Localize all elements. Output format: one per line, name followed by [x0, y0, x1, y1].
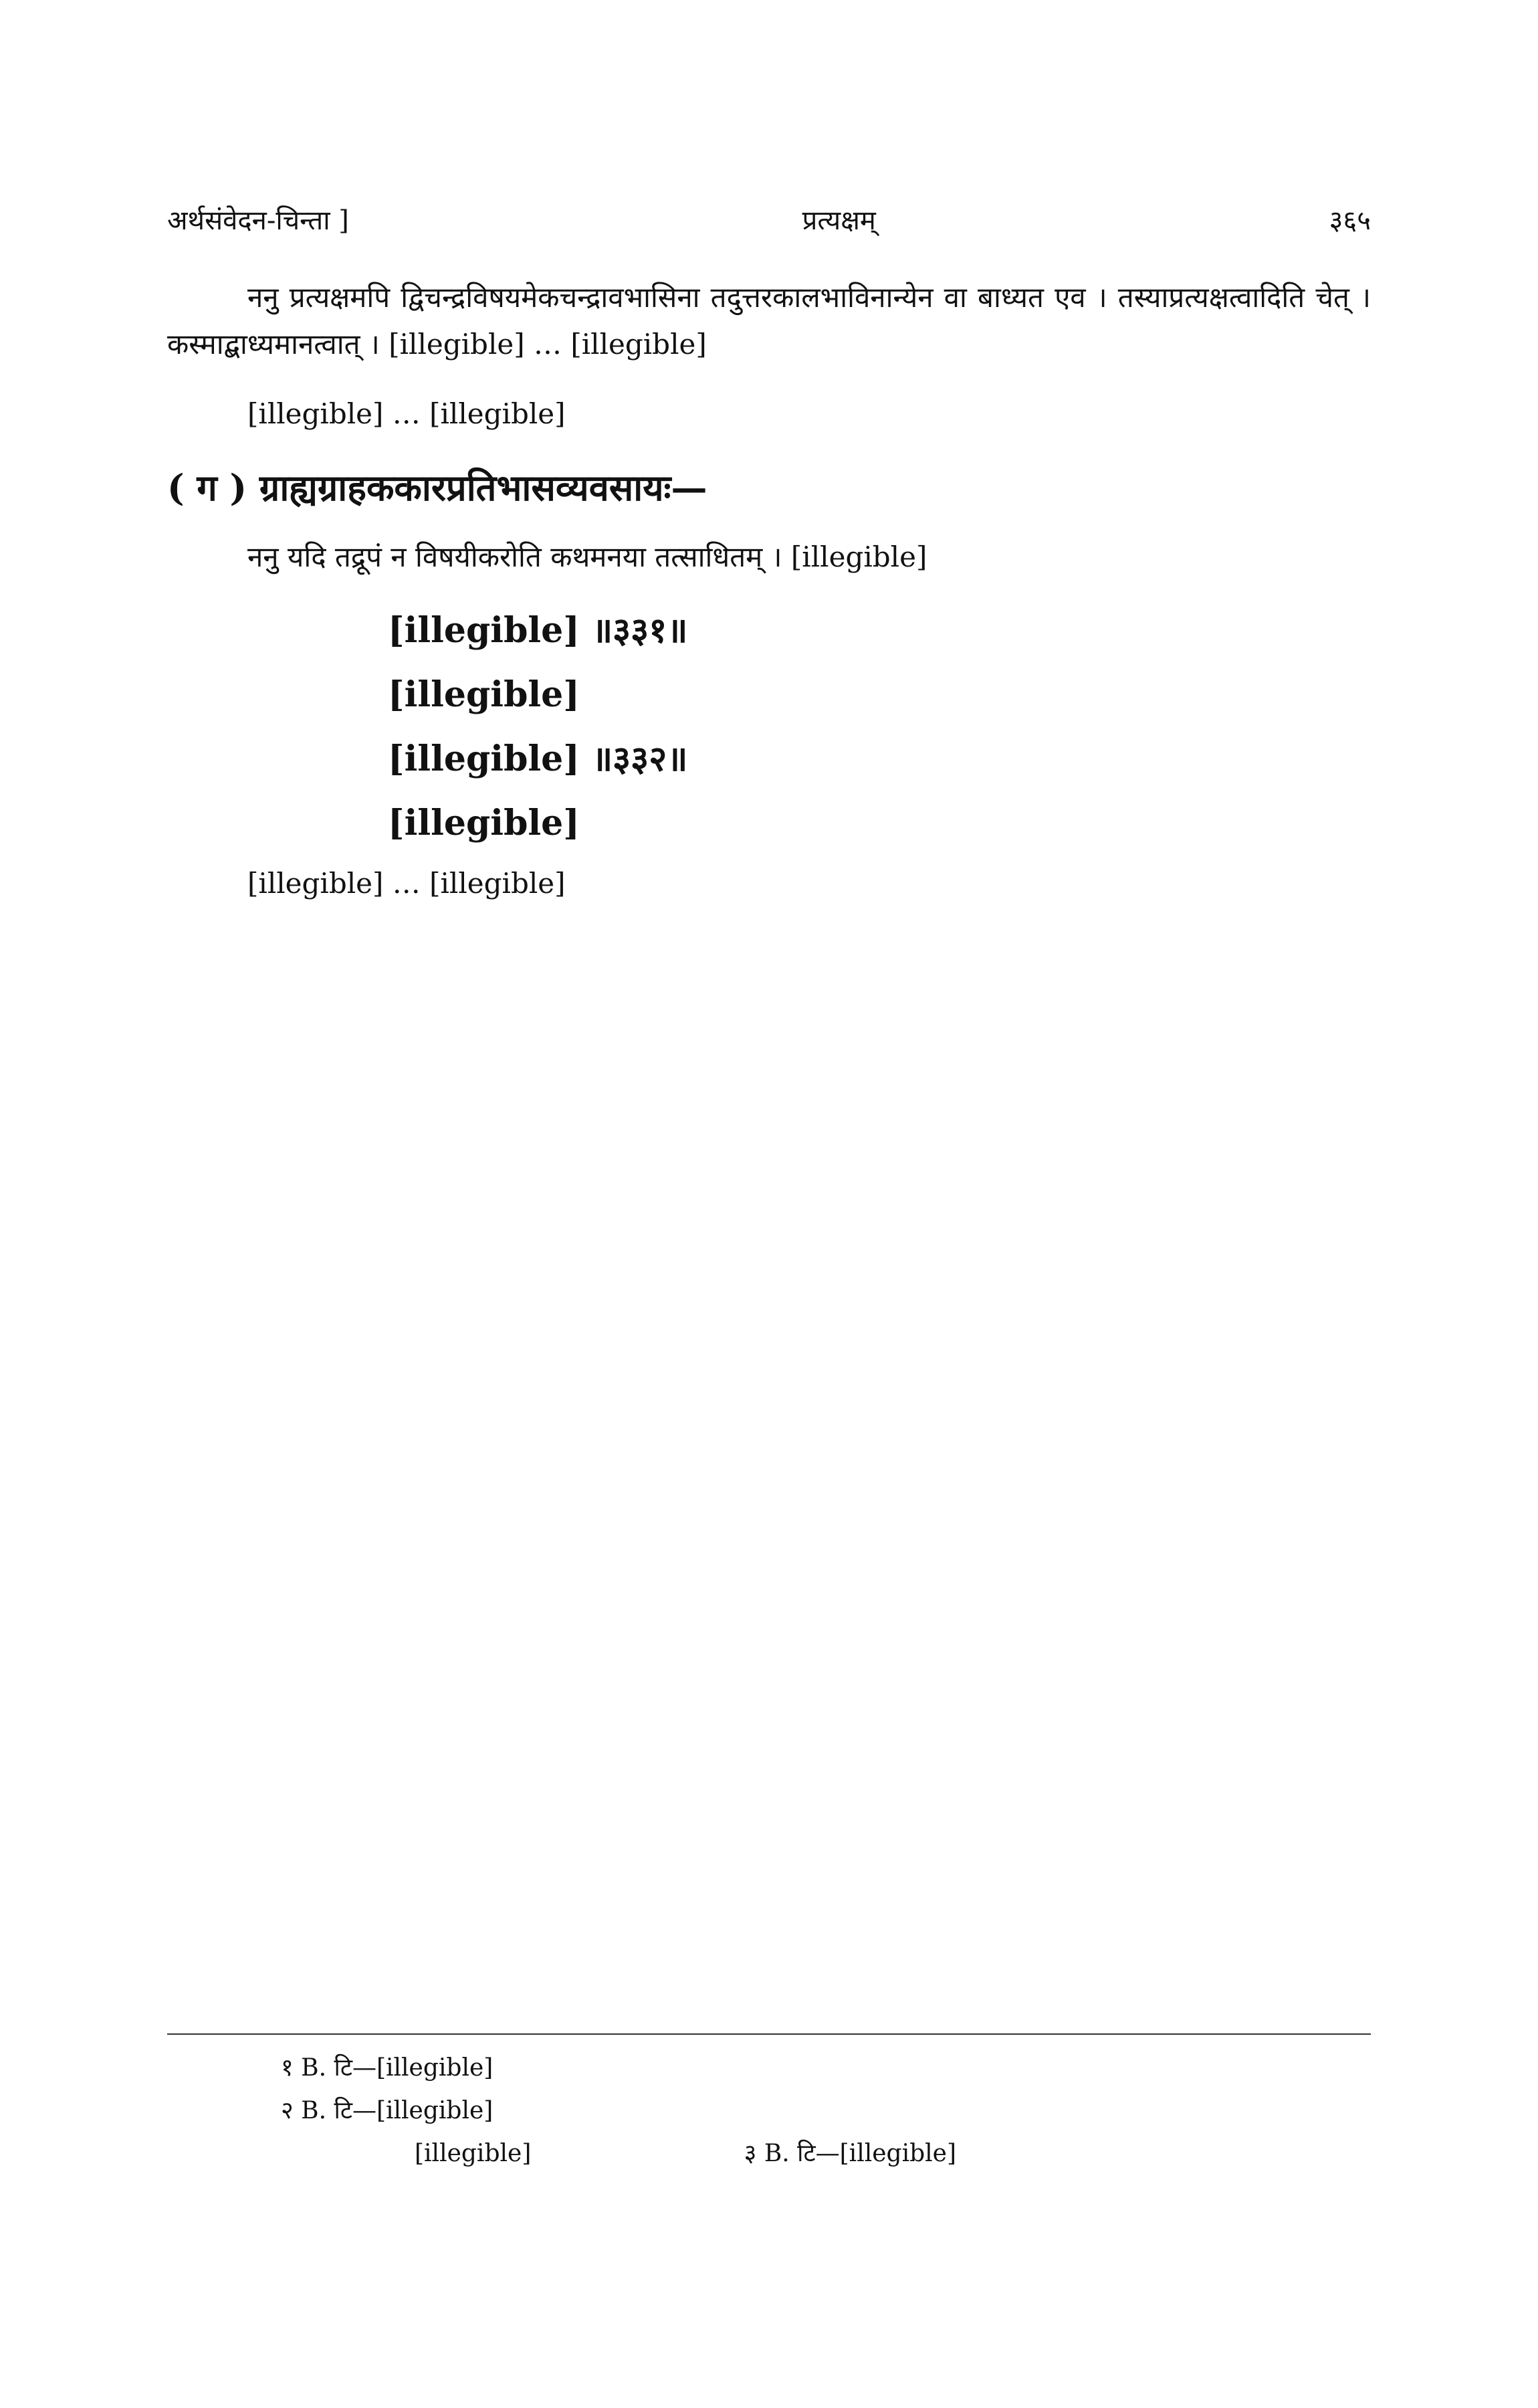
footnote-line — [167, 2132, 1371, 2175]
footnote: २ B. टि—[illegible] — [281, 2097, 493, 2124]
page-number: ३६५ — [1329, 205, 1371, 236]
commentary-paragraph: [illegible] … [illegible] — [247, 867, 566, 900]
verse-line: [illegible] — [388, 674, 580, 715]
running-header — [167, 201, 1371, 247]
page-body — [167, 274, 1371, 930]
paragraph: [illegible] … [illegible] — [247, 397, 566, 430]
header-chapter-title: प्रत्यक्षम् — [802, 205, 876, 236]
verse-line: [illegible] ॥३३१॥ — [388, 610, 688, 651]
paragraph: ननु यदि तद्रूपं न विषयीकरोति कथमनया तत्साधितम् । [illegible] — [247, 540, 927, 573]
header-section-title: अर्थसंवेदन-चिन्ता ] — [167, 205, 349, 236]
section-heading: ( ग ) ग्राह्यग्राहककारप्रतिभासव्यवसायः— — [167, 466, 707, 509]
footnote: ३ B. टि—[illegible] — [744, 2140, 956, 2167]
verse-line: [illegible] ॥३३२॥ — [388, 738, 688, 779]
footnotes — [167, 2047, 1371, 2175]
footnote-divider — [167, 2033, 1371, 2035]
footnote-continuation: [illegible] — [415, 2140, 532, 2167]
verse-line: [illegible] — [388, 803, 580, 843]
paragraph: ननु प्रत्यक्षमपि द्विचन्द्रविषयमेकचन्द्रावभासिना तदुत्तरकालभाविनान्येन वा बाध्यत एव । तस्याप्रत्यक्षत्वादिति चेत् । कस्माद्बाध्यमानत्वात् । [illegible] … [illegible] — [167, 281, 1371, 361]
footnote: १ B. टि—[illegible] — [281, 2054, 493, 2082]
